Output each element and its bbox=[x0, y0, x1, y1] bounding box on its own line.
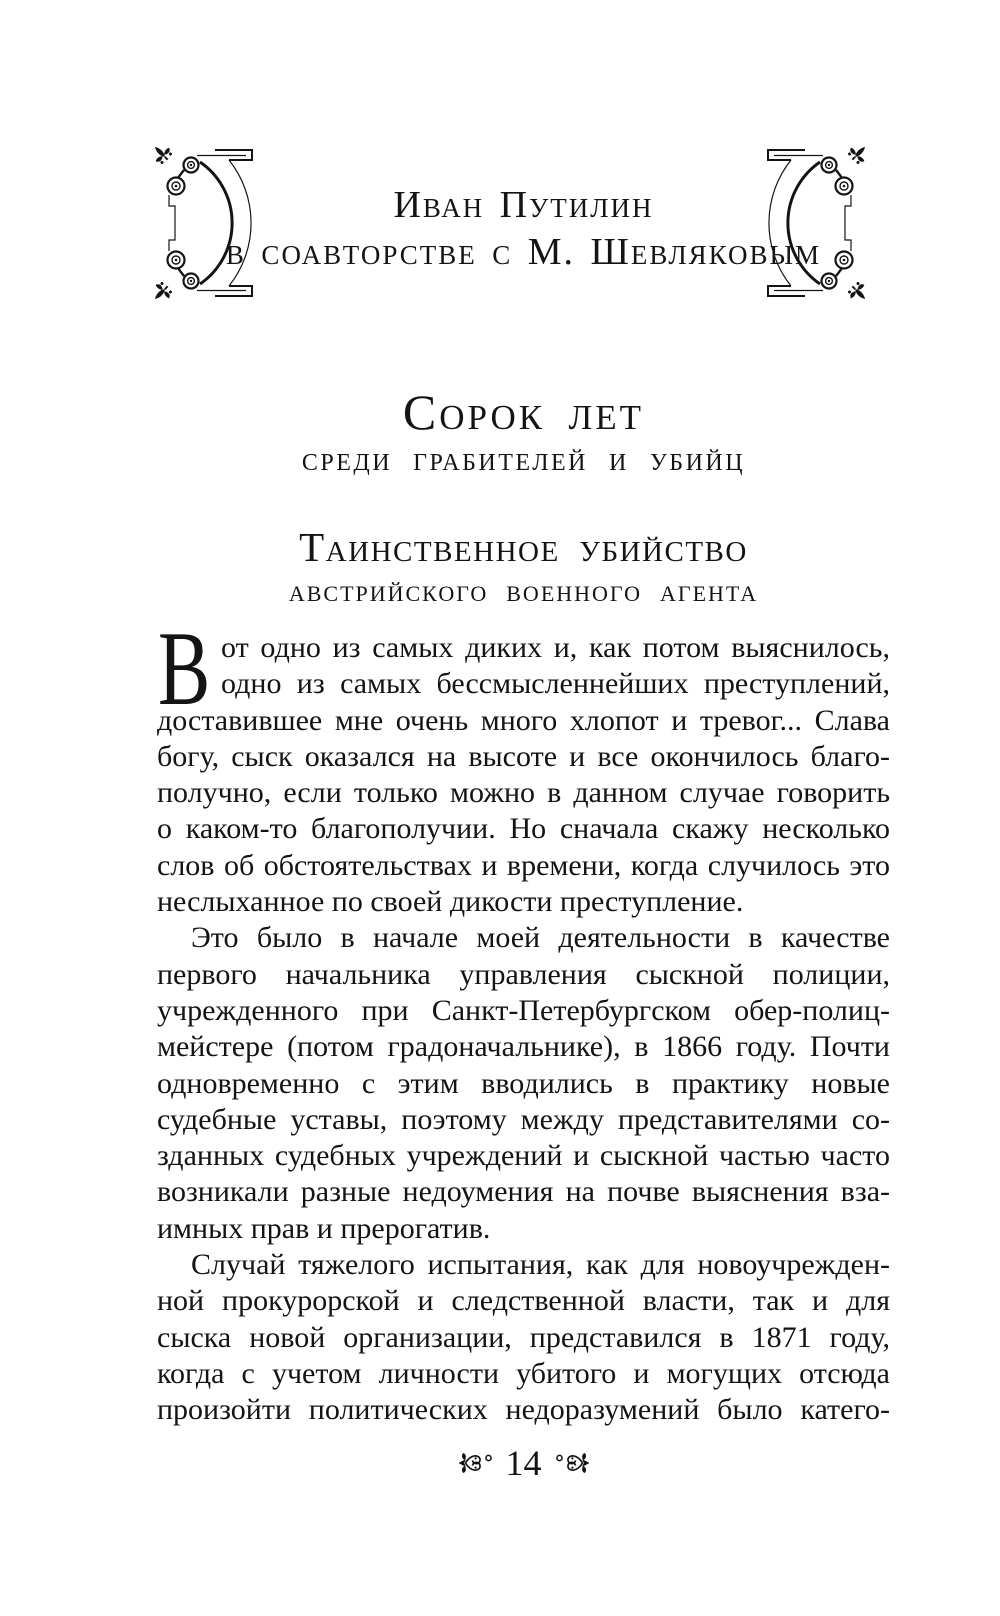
text-line: слов об обстоятельствах и времени, когда случилось это bbox=[157, 848, 890, 882]
text-line: богу, сыск оказался на высоте и все окончилось благо- bbox=[157, 739, 890, 773]
text-line: неслыханное по своей дикости преступление. bbox=[157, 885, 744, 919]
floral-flourish-left-icon bbox=[458, 1451, 493, 1475]
text-line: о каком-то благополучии. Но сначала скажу несколько bbox=[157, 812, 890, 846]
text-line: когда с учетом личности убитого и могущих отсюда bbox=[157, 1356, 890, 1390]
text-line: получно, если только можно в данном случае говорить bbox=[157, 776, 890, 810]
author-name: Иван Путилин bbox=[393, 184, 654, 226]
author-byline bbox=[157, 182, 890, 276]
chapter-title-line2: австрийского военного агента bbox=[288, 572, 759, 608]
text-line: произойти политических недоразумений было катего- bbox=[157, 1393, 890, 1427]
text-line: зданных судебных учреждений и сыскной частью часто bbox=[157, 1139, 890, 1173]
book-title-line1: Сорок лет bbox=[402, 384, 645, 440]
text-line: доставившее мне очень много хлопот и тревог... Слава bbox=[157, 703, 890, 737]
floral-flourish-right-icon bbox=[555, 1451, 590, 1475]
page-number: 14 bbox=[505, 1443, 542, 1483]
text-line: учрежденного при Санкт-Петербургском обер-полиц- bbox=[157, 993, 890, 1027]
text-line: мейстере (потом градоначальнике), в 1866 году. Почти bbox=[157, 1030, 890, 1064]
page-footer bbox=[157, 1444, 890, 1482]
text-line: одновременно с этим вводились в практику новые bbox=[157, 1066, 890, 1100]
text-line: сыска новой организации, представился в 1871 году, bbox=[157, 1320, 890, 1354]
text-line: Случай тяжелого испытания, как для новоучрежден- bbox=[191, 1248, 890, 1282]
text-line: первого начальника управления сыскной полиции, bbox=[157, 957, 890, 991]
text-line: одно из самых бессмысленнейших преступлений, bbox=[221, 667, 890, 701]
chapter-title-line1: Таинственное убийство bbox=[299, 524, 748, 570]
text-line: Это было в начале моей деятельности в качестве bbox=[191, 921, 890, 955]
book-title-line2: среди грабителей и убийц bbox=[301, 441, 746, 478]
text-line: ной прокурорской и следственной власти, так и для bbox=[157, 1284, 890, 1318]
text-line: от одно из самых диких и, как потом выяснилось, bbox=[221, 631, 890, 664]
text-line: возникали разные недоумения на почве выяснения вза- bbox=[157, 1175, 890, 1209]
coauthor-line: в соавторстве с М. Шевляковым bbox=[225, 231, 822, 273]
body-text bbox=[157, 610, 890, 1429]
drop-cap: В bbox=[158, 610, 211, 727]
text-line: имных прав и прерогатив. bbox=[157, 1211, 491, 1245]
text-line: судебные уставы, поэтому между представителями со- bbox=[157, 1102, 890, 1136]
